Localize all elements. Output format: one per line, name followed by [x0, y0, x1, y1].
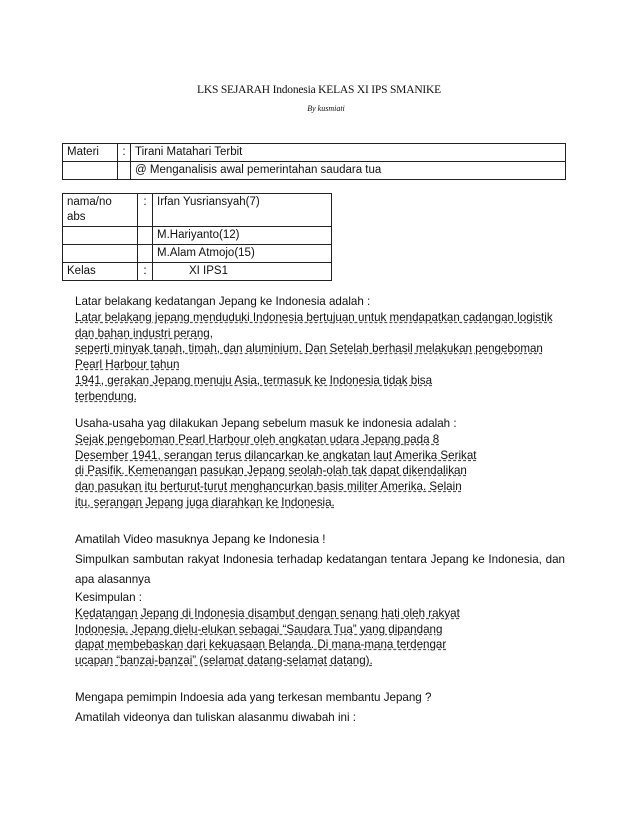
answer-line: dan pasukan itu berturut-turut menghancurkan basis militer Amerika. Selain [75, 480, 462, 494]
answer-line: terbendung. [75, 389, 137, 403]
conclusion-label: Kesimpulan : [75, 591, 143, 604]
section-background [75, 294, 565, 405]
section-reception [75, 530, 565, 669]
student-name-3: M.Alam Atmojo(15) [153, 245, 332, 263]
materi-table [62, 143, 566, 180]
materi-objective: @ Menganalisis awal pemerintahan saudara tua [131, 162, 566, 180]
answer-line: dan bahan industri perang, [75, 326, 213, 340]
answer-line: dapat membebaskan dari kekuasaan Belanda. Di mana-mana terdengar [75, 638, 447, 652]
answer-line: itu, serangan Jepang juga diarahkan ke Indonesia. [75, 495, 335, 509]
empty-colon [138, 227, 153, 245]
answer-efforts [75, 432, 565, 511]
answer-line: Latar belakang jepang menduduki Indonesia bertujuan untuk mendapatkan cadangan logistik [75, 310, 553, 324]
class-value: XI IPS1 [153, 263, 332, 281]
class-colon: : [138, 263, 153, 281]
student-name-2: M.Hariyanto(12) [153, 227, 332, 245]
answer-background [75, 310, 565, 405]
answer-line: seperti minyak tanah, timah, dan aluminium. Dan Setelah berhasil melakukan pengeboman [75, 342, 543, 356]
materi-empty-colon [118, 162, 131, 180]
answer-line: ucapan “banzai-banzai” (selamat datang-selamat datang). [75, 654, 373, 668]
student-name-1: Irfan Yusriansyah(7) [153, 194, 332, 227]
materi-label: Materi [63, 144, 118, 162]
class-label: Kelas [63, 263, 138, 281]
materi-topic: Tirani Matahari Terbit [131, 144, 566, 162]
name-colon: : [138, 194, 153, 227]
empty-cell [63, 227, 138, 245]
answer-line: Indonesia. Jepang dielu-elukan sebagai “Saudara Tua” yang dipandang [75, 622, 443, 636]
student-table [62, 193, 332, 281]
materi-colon: : [118, 144, 131, 162]
answer-line: Desember 1941, serangan terus dilancarkan ke angkatan laut Amerika Serikat [75, 448, 477, 462]
author-byline: By kusmiati [307, 104, 345, 113]
answer-line: 1941, gerakan Jepang menuju Asia, termasuk ke Indonesia tidak bisa [75, 373, 433, 387]
answer-line: Kedatangan Jepang di Indonesia disambut dengan senang hati oleh rakyat [75, 606, 460, 620]
answer-conclusion [75, 606, 565, 669]
answer-line: Sejak pengeboman Pearl Harbour oleh angkatan udara Jepang pada 8 [75, 432, 440, 446]
section-efforts [75, 416, 565, 511]
empty-colon [138, 245, 153, 263]
conclusion-prompt: Simpulkan sambutan rakyat Indonesia terhadap kedatangan tentara Jepang ke Indonesia, dan apa alasannya [75, 553, 565, 586]
question-leaders: Mengapa pemimpin Indoesia ada yang terkesan membantu Jepang ? [75, 691, 432, 704]
answer-line: di Pasifik. Kemenangan pasukan Jepang seolah-olah tak dapat dikendalikan [75, 464, 467, 478]
section-leaders [75, 688, 565, 728]
page-title: LKS SEJARAH Indonesia KELAS XI IPS SMANIKE [197, 84, 441, 96]
empty-cell [63, 245, 138, 263]
name-label: nama/no abs [63, 194, 138, 227]
materi-empty-cell [63, 162, 118, 180]
question-background: Latar belakang kedatangan Jepang ke Indonesia adalah : [75, 295, 371, 308]
question-efforts: Usaha-usaha yag dilakukan Jepang sebelum masuk ke indonesia adalah : [75, 417, 457, 430]
video-instruction: Amatilah Video masuknya Jepang ke Indonesia ! [75, 533, 326, 546]
leaders-instruction: Amatilah videonya dan tuliskan alasanmu diwabah ini : [75, 711, 356, 724]
answer-line: Pearl Harbour tahun [75, 358, 180, 372]
